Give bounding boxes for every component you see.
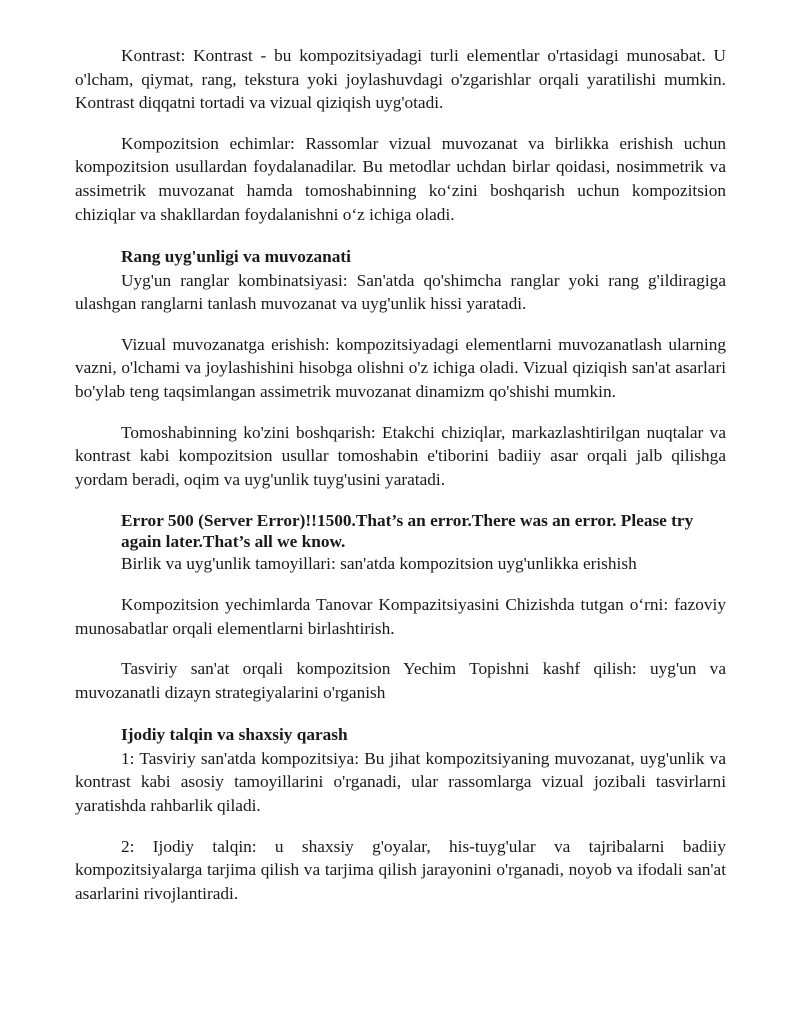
paragraph-composition-fine-art: 1: Tasviriy san'atda kompozitsiya: Bu jihat kompozitsiyaning muvozanat, uyg'unlik va kontrast kabi asosiy tamoyillarini o'rganadi, ular rassomlarga vizual jozibali tasvirlarni yaratishda rahbarlik qiladi. [75, 748, 726, 816]
paragraph-guiding-eye: Tomoshabinning ko'zini boshqarish: Etakchi chiziqlar, markazlashtirilgan nuqtalar va kontrast kabi kompozitsion usullar tomoshabin e'tiborini badiiy asar orqali jalb qilishga yordam beradi, oqim va uyg'unlik tuyg'usini yaratadi. [75, 422, 726, 489]
heading-color-harmony: Rang uyg'unligi va muvozanati [121, 247, 351, 267]
paragraph-composition-solutions: Kompozitsion echimlar: Rassomlar vizual muvozanat va birlikka erishish uchun kompozitsion usullardan foydalanadilar. Bu metodlar uchdan birlar qoidasi, nosimmetrik va assimetrik muvozanat hamda tomoshabinning ko‘zini boshqarish uchun kompozitsion chiziqlar va shakllardan foydalanishni o‘z ichiga oladi. [75, 133, 726, 224]
paragraph-unity-principles: Birlik va uyg'unlik tamoyillari: san'atda kompozitsion uyg'unlikka erishish [121, 554, 637, 574]
paragraph-visual-balance: Vizual muvozanatga erishish: kompozitsiyadagi elementlarni muvozanatlash ularning vazni, o'lchami va joylashishini hisobga olishni o'z ichiga oladi. Vizual qiziqish san'at asarlari bo'ylab teng taqsimlangan assimetrik muvozanat dinamizm qo'shishi mumkin. [75, 334, 726, 402]
error-message: Error 500 (Server Error)!!1500.That’s an error.There was an error. Please try again later.That’s all we know. [121, 511, 694, 551]
paragraph-contrast: Kontrast: Kontrast - bu kompozitsiyadagi turli elementlar o'rtasidagi munosabat. U o'lcham, qiymat, rang, tekstura yoki joylashuvdagi o'zgarishlar orqali yaratilishi mumkin. Kontrast diqqatni tortadi va vizual qiziqish uyg'otadi. [75, 46, 726, 113]
heading-creative-interpretation: Ijodiy talqin va shaxsiy qarash [121, 725, 348, 745]
paragraph-harmonious-colors: Uyg'un ranglar kombinatsiyasi: San'atda qo'shimcha ranglar yoki rang g'ildiragiga ulashgan ranglarni tanlash muvozanat va uyg'unlik hissi yaratadi. [75, 270, 726, 314]
paragraph-tanovar-composition: Kompozitsion yechimlarda Tanovar Kompazitsiyasini Chizishda tutgan o‘rni: fazoviy munosabatlar orqali elementlarni birlashtirish. [75, 595, 726, 638]
paragraph-fine-art-solutions: Tasviriy san'at orqali kompozitsion Yechim Topishni kashf qilish: uyg'un va muvozanatli dizayn strategiyalarini o'rganish [75, 659, 726, 702]
document-page [75, 44, 726, 905]
paragraph-creative-interpretation: 2: Ijodiy talqin: u shaxsiy g'oyalar, his-tuyg'ular va tajribalarni badiiy kompozitsiyalarga tarjima qilish va tarjima qilish jarayonini o'rganadi, noyob va ifodali san'at asarlarini rivojlantiradi. [75, 836, 726, 903]
